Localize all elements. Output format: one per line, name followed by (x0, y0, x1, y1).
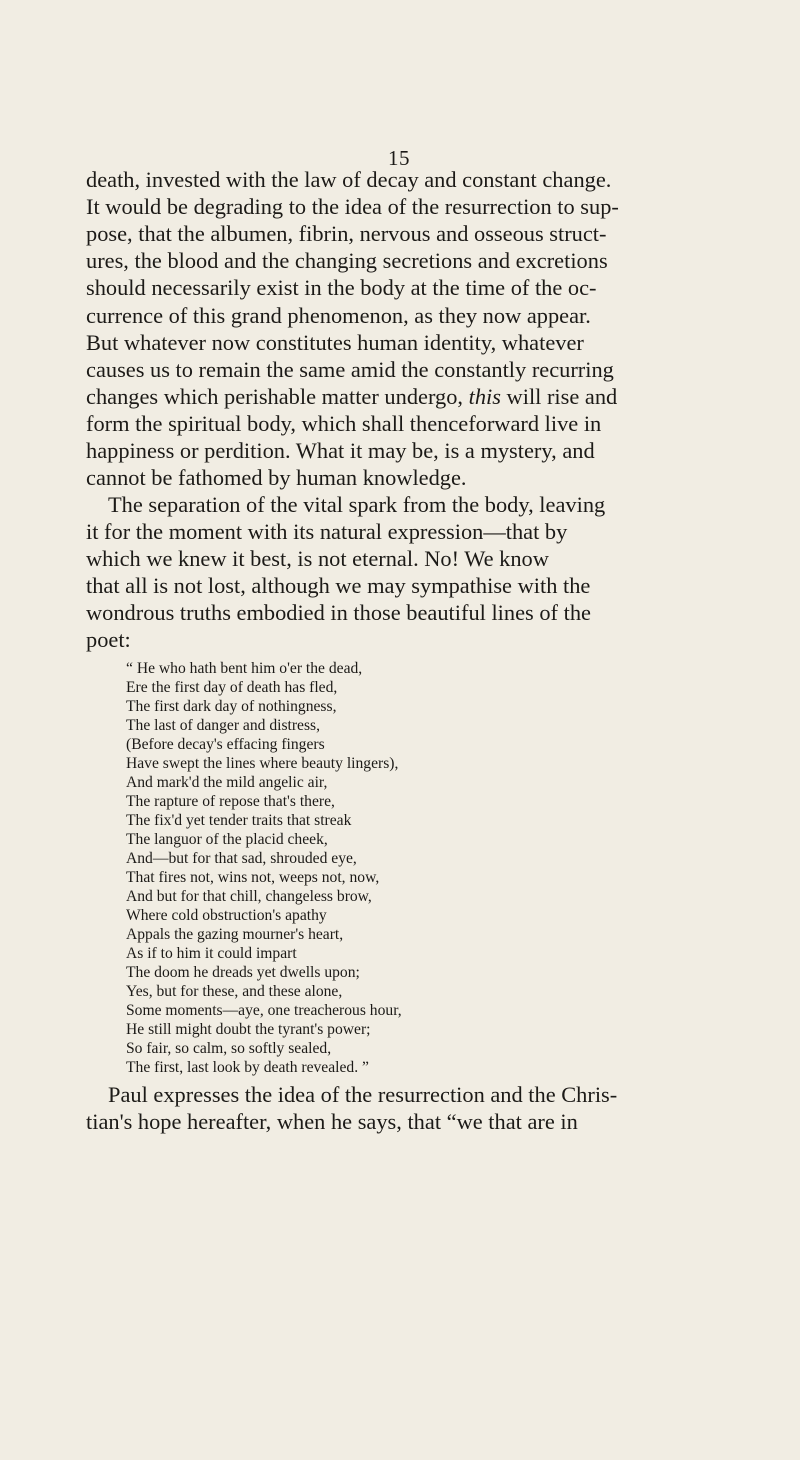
text-line: causes us to remain the same amid the constantly recurring (86, 357, 614, 382)
text-line: form the spiritual body, which shall thenceforward live in (86, 411, 602, 436)
poem-line: Yes, but for these, and these alone, (126, 983, 343, 1000)
text-line: It would be degrading to the idea of the resurrection to sup- (86, 194, 619, 219)
text-line: wondrous truths embodied in those beautiful lines of the (86, 600, 591, 625)
poem-line: The fix'd yet tender traits that streak (126, 812, 352, 829)
text-line: pose, that the albumen, fibrin, nervous and osseous struct- (86, 221, 607, 246)
page-number: 15 (388, 146, 410, 170)
text-fragment: changes which perishable matter undergo, (86, 384, 469, 409)
poem-line: Some moments—aye, one treacherous hour, (126, 1002, 402, 1019)
text-line: currence of this grand phenomenon, as they now appear. (86, 303, 591, 328)
poem-line: That fires not, wins not, weeps not, now, (126, 869, 380, 886)
text-line: should necessarily exist in the body at the time of the oc- (86, 275, 597, 300)
text-line: that all is not lost, although we may sympathise with the (86, 573, 591, 598)
poem-line: Ere the first day of death has fled, (126, 679, 338, 696)
text-line: cannot be fathomed by human knowledge. (86, 465, 467, 490)
poem-line: As if to him it could impart (126, 945, 297, 962)
poem-line: The languor of the placid cheek, (126, 831, 328, 848)
text-line: which we knew it best, is not eternal. No! We know (86, 546, 549, 571)
text-line: death, invested with the law of decay and constant change. (86, 167, 612, 192)
text-line: Paul expresses the idea of the resurrection and the Chris- (108, 1082, 618, 1107)
poem-line: He still might doubt the tyrant's power; (126, 1021, 371, 1038)
text-line (86, 385, 617, 409)
text-line: tian's hope hereafter, when he says, that “we that are in (86, 1109, 578, 1134)
text-line: But whatever now constitutes human identity, whatever (86, 330, 584, 355)
poem-line: And but for that chill, changeless brow, (126, 888, 372, 905)
poem-line: The last of danger and distress, (126, 717, 321, 734)
poem-line: And—but for that sad, shrouded eye, (126, 850, 357, 867)
poem-line: Appals the gazing mourner's heart, (126, 926, 344, 943)
text-line: happiness or perdition. What it may be, is a mystery, and (86, 438, 595, 463)
text-line: The separation of the vital spark from the body, leaving (108, 492, 606, 517)
text-line: ures, the blood and the changing secretions and excretions (86, 248, 608, 273)
poem-line: And mark'd the mild angelic air, (126, 774, 328, 791)
italic-emphasis: this (468, 384, 501, 409)
poem-line: “ He who hath bent him o'er the dead, (126, 660, 363, 677)
text-line: poet: (86, 627, 131, 652)
poem-line: (Before decay's effacing fingers (126, 736, 325, 753)
poem-line: The first dark day of nothingness, (126, 698, 337, 715)
poem-line: So fair, so calm, so softly sealed, (126, 1040, 332, 1057)
poem-line: The doom he dreads yet dwells upon; (126, 964, 360, 981)
poem-line: The rapture of repose that's there, (126, 793, 335, 810)
text-fragment: will rise and (500, 384, 618, 409)
poem-line: The first, last look by death revealed. ” (126, 1059, 369, 1076)
poem-line: Where cold obstruction's apathy (126, 907, 327, 924)
poem-line: Have swept the lines where beauty lingers), (126, 755, 399, 772)
text-line: it for the moment with its natural expression—that by (86, 519, 568, 544)
